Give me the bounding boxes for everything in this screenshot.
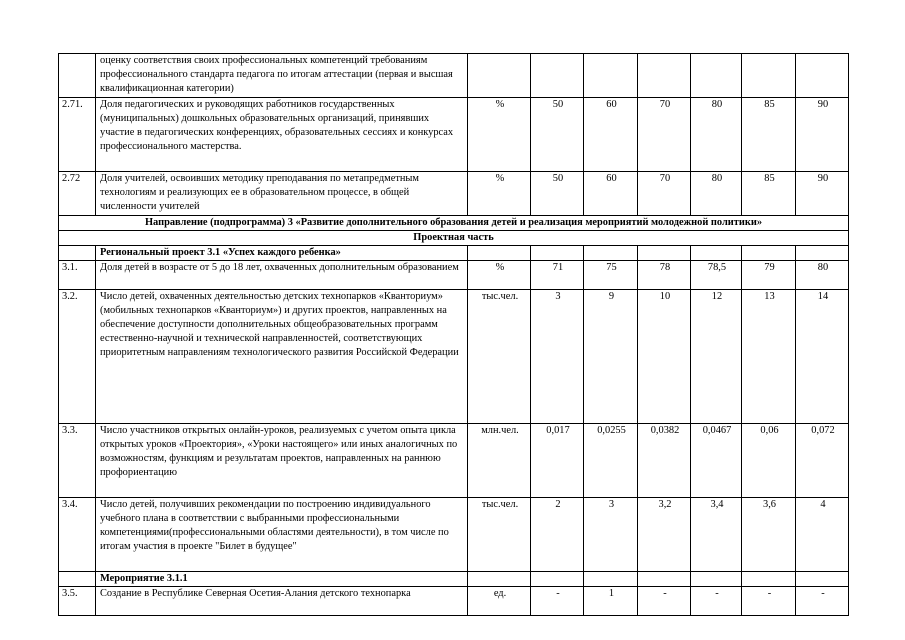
value-cell: 4	[796, 498, 849, 572]
value-cell: 50	[531, 172, 584, 216]
value-cell: 3,6	[742, 498, 796, 572]
value-cell: 0,017	[531, 424, 584, 498]
indicator-name: Число детей, получивших рекомендации по построению индивидуального учебного плана в соответствии с выбранными профессиональными компетенциями(профессиональными областями деятельности), в том числе по итогам участия в проекте "Билет в будущее"	[96, 498, 468, 572]
row-number: 3.1.	[59, 261, 96, 290]
indicator-name: Число участников открытых онлайн-уроков, реализуемых с учетом опыта цикла открытых уроков «Проектория», «Уроки настоящего» или иных аналогичных по возможностям, функциям и результатам проектов, направленных на раннюю профориентацию	[96, 424, 468, 498]
indicator-name: Создание в Республике Северная Осетия-Алания детского технопарка	[96, 587, 468, 616]
section-title: Проектная часть	[59, 231, 849, 246]
value-cell: 3	[531, 290, 584, 424]
empty-cell	[468, 572, 531, 587]
row-number: 3.5.	[59, 587, 96, 616]
value-cell	[638, 54, 691, 98]
empty-cell	[691, 572, 742, 587]
table-row	[59, 172, 849, 216]
value-cell: 0,0255	[584, 424, 638, 498]
indicator-name: Доля педагогических и руководящих работников государственных (муниципальных) дошкольных образовательных организаций, принявших участие в педагогических конференциях, образовательных сессиях и конкурсах профессионального мастерства.	[96, 98, 468, 172]
unit-cell: ед.	[468, 587, 531, 616]
unit-cell: тыс.чел.	[468, 498, 531, 572]
value-cell: 12	[691, 290, 742, 424]
empty-cell	[531, 246, 584, 261]
value-cell	[742, 54, 796, 98]
value-cell: 71	[531, 261, 584, 290]
value-cell: 78,5	[691, 261, 742, 290]
section-header-row	[59, 216, 849, 231]
value-cell: 0,06	[742, 424, 796, 498]
table-row	[59, 261, 849, 290]
table-row	[59, 498, 849, 572]
value-cell: 3,4	[691, 498, 742, 572]
indicator-name: Доля учителей, освоивших методику преподавания по метапредметным технологиям и реализующих ее в образовательном процессе, в общей численности учителей	[96, 172, 468, 216]
value-cell: 80	[691, 172, 742, 216]
value-cell: 70	[638, 98, 691, 172]
value-cell: 13	[742, 290, 796, 424]
value-cell: 90	[796, 172, 849, 216]
value-cell: 0,072	[796, 424, 849, 498]
table-row	[59, 290, 849, 424]
empty-cell	[691, 246, 742, 261]
subheader-title: Мероприятие 3.1.1	[96, 572, 468, 587]
value-cell: 14	[796, 290, 849, 424]
value-cell: 79	[742, 261, 796, 290]
subheader-title: Региональный проект 3.1 «Успех каждого ребенка»	[96, 246, 468, 261]
value-cell: -	[796, 587, 849, 616]
unit-cell: %	[468, 261, 531, 290]
value-cell: -	[638, 587, 691, 616]
unit-cell: %	[468, 172, 531, 216]
value-cell: 2	[531, 498, 584, 572]
empty-cell	[531, 572, 584, 587]
value-cell: 85	[742, 98, 796, 172]
value-cell: 60	[584, 172, 638, 216]
value-cell: 85	[742, 172, 796, 216]
subheader-row	[59, 572, 849, 587]
value-cell	[584, 54, 638, 98]
row-number-cell	[59, 572, 96, 587]
indicator-name: Число детей, охваченных деятельностью детских технопарков «Кванториум» (мобильных технопарков «Кванториум») и других проектов, направленных на обеспечение доступности дополнительных общеобразовательных программ естественно-научной и технической направленностей, соответствующих приоритетным направлениям технологического развития Российской Федерации	[96, 290, 468, 424]
unit-cell: тыс.чел.	[468, 290, 531, 424]
indicator-name: Доля детей в возрасте от 5 до 18 лет, охваченных дополнительным образованием	[96, 261, 468, 290]
value-cell: -	[742, 587, 796, 616]
value-cell: 9	[584, 290, 638, 424]
table-row	[59, 424, 849, 498]
empty-cell	[638, 572, 691, 587]
value-cell: 3	[584, 498, 638, 572]
empty-cell	[796, 572, 849, 587]
unit-cell	[468, 54, 531, 98]
value-cell	[531, 54, 584, 98]
unit-cell: млн.чел.	[468, 424, 531, 498]
section-title: Направление (подпрограмма) 3 «Развитие дополнительного образования детей и реализация мероприятий молодежной политики»	[59, 216, 849, 231]
subheader-row	[59, 246, 849, 261]
unit-cell: %	[468, 98, 531, 172]
row-number-cell	[59, 246, 96, 261]
empty-cell	[796, 246, 849, 261]
value-cell: 80	[691, 98, 742, 172]
value-cell: 60	[584, 98, 638, 172]
value-cell: 90	[796, 98, 849, 172]
value-cell: -	[531, 587, 584, 616]
indicators-table	[58, 53, 849, 616]
table-row	[59, 98, 849, 172]
value-cell: 78	[638, 261, 691, 290]
row-number: 2.72	[59, 172, 96, 216]
value-cell: 1	[584, 587, 638, 616]
row-number	[59, 54, 96, 98]
value-cell: 80	[796, 261, 849, 290]
empty-cell	[742, 572, 796, 587]
row-number: 3.3.	[59, 424, 96, 498]
value-cell: 10	[638, 290, 691, 424]
row-number: 2.71.	[59, 98, 96, 172]
empty-cell	[584, 246, 638, 261]
table-row	[59, 587, 849, 616]
empty-cell	[584, 572, 638, 587]
value-cell: 0,0467	[691, 424, 742, 498]
value-cell	[796, 54, 849, 98]
empty-cell	[638, 246, 691, 261]
value-cell: 75	[584, 261, 638, 290]
value-cell: 0,0382	[638, 424, 691, 498]
value-cell: 3,2	[638, 498, 691, 572]
row-number: 3.2.	[59, 290, 96, 424]
empty-cell	[468, 246, 531, 261]
value-cell	[691, 54, 742, 98]
table-row	[59, 54, 849, 98]
value-cell: 50	[531, 98, 584, 172]
section-header-row	[59, 231, 849, 246]
value-cell: -	[691, 587, 742, 616]
indicator-name: оценку соответствия своих профессиональных компетенций требованиям профессионального стандарта педагога по итогам аттестации (первая и высшая квалификационная категории)	[96, 54, 468, 98]
empty-cell	[742, 246, 796, 261]
row-number: 3.4.	[59, 498, 96, 572]
value-cell: 70	[638, 172, 691, 216]
